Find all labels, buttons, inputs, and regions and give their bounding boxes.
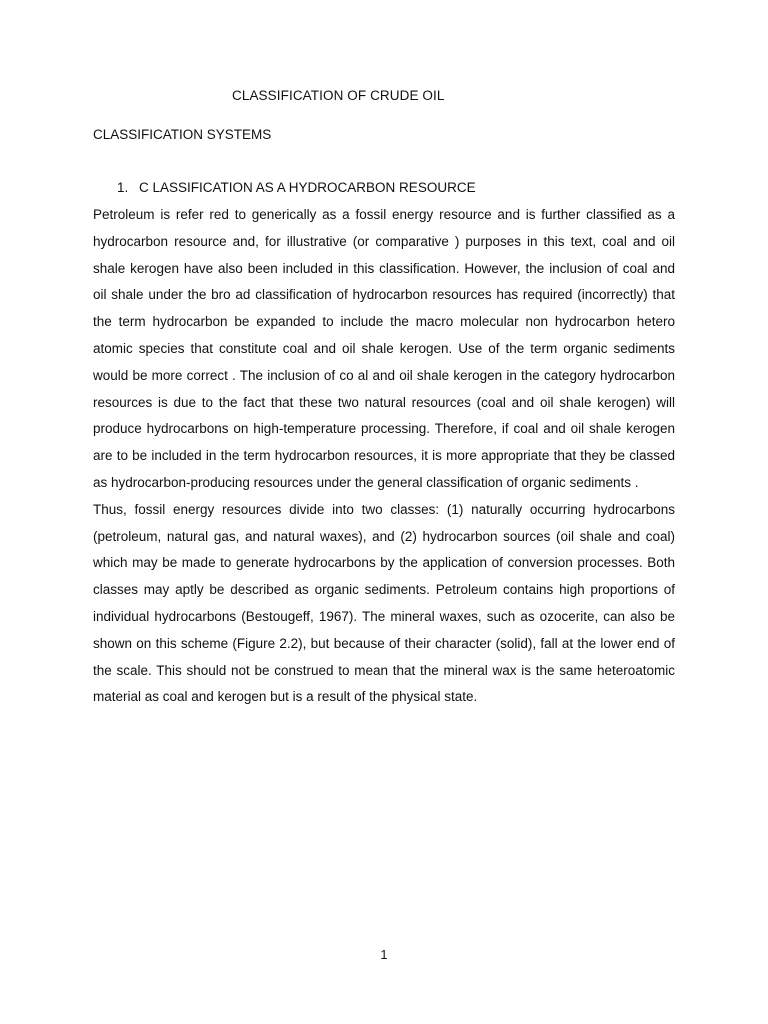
paragraph-2: Thus, fossil energy resources divide into two classes: (1) naturally occurring hydrocarbons (petroleum, natural gas, and natural waxes), and (2) hydrocarbon sources (oil shale and coal) which may be made to generate hydrocarbons by the application of conversion processes. Both classes may aptly be described as organic sediments. Petroleum contains high proportions of individual hydrocarbons (Bestougeff, 1967). The mineral waxes, such as ozocerite, can also be shown on this scheme (Figure 2.2), but because of their character (solid), fall at the lower end of the scale. This should not be construed to mean that the mineral wax is the same heteroatomic material as coal and kerogen but is a result of the physical state.	[93, 501, 675, 705]
body-text	[93, 202, 675, 711]
page-number: 1	[380, 948, 388, 962]
document-title: CLASSIFICATION OF CRUDE OIL	[232, 88, 445, 103]
paragraph-1: Petroleum is refer red to generically as a fossil energy resource and is further classified as a hydrocarbon resource and, for illustrative (or comparative ) purposes in this text, coal and oil shale kerogen have also been included in this classification. However, the inclusion of coal and oil shale under the bro ad classification of hydrocarbon resources has required (incorrectly) that the term hydrocarbon be expanded to include the macro molecular non hydrocarbon hetero atomic species that constitute coal and oil shale kerogen. Use of the term organic sediments would be more correct . The inclusion of co al and oil shale kerogen in the category hydrocarbon resources is due to the fact that these two natural resources (coal and oil shale kerogen) will produce hydrocarbons on high-temperature processing. Therefore, if coal and oil shale kerogen are to be included in the term hydrocarbon resources, it is more appropriate that they be classed as hydrocarbon-producing resources under the general classification of organic sediments .	[93, 207, 675, 490]
numbered-list-heading	[117, 180, 476, 195]
section-heading: CLASSIFICATION SYSTEMS	[93, 127, 272, 142]
list-number: 1.	[117, 180, 129, 195]
list-heading-text: C LASSIFICATION AS A HYDROCARBON RESOURCE	[139, 180, 476, 195]
